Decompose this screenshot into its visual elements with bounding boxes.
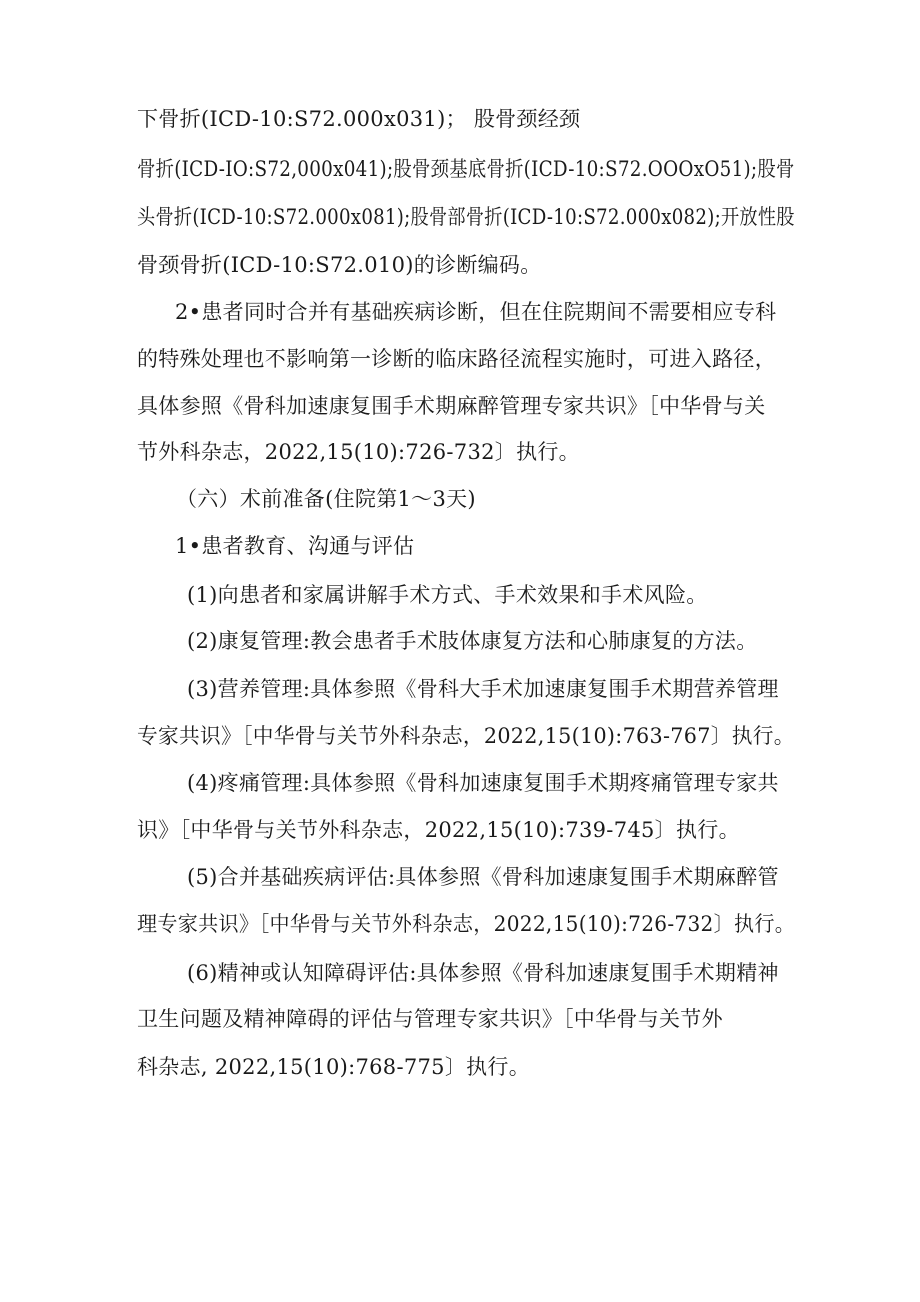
text-line: 识》［中华骨与关节外科杂志，2022,15(10):739-745〕执行。 bbox=[137, 818, 740, 842]
text-line: 理专家共识》［中华骨与关节外科杂志，2022,15(10):726-732〕执行。 bbox=[137, 912, 796, 936]
text-line: (4)疼痛管理:具体参照《骨科加速康复围手术期疼痛管理专家共 bbox=[187, 771, 779, 795]
text-line: 具体参照《骨科加速康复围手术期麻醉管理专家共识》［中华骨与关 bbox=[137, 394, 766, 418]
text-line: 节外科杂志，2022,15(10):726-732〕执行。 bbox=[137, 440, 580, 464]
text-line: 专家共识》［中华骨与关节外科杂志，2022,15(10):763-767〕执行。 bbox=[137, 724, 795, 748]
text-line: (1)向患者和家属讲解手术方式、手术效果和手术风险。 bbox=[187, 583, 708, 607]
section-heading: （六）术前准备(住院第1～3天) bbox=[176, 487, 476, 511]
text-line: (6)精神或认知障碍评估:具体参照《骨科加速康复围手术期精神 bbox=[187, 961, 779, 985]
text-line: 骨折(ICD-IO:S72,000x041);股骨颈基底骨折(ICD-10:S72.OOOxO51);股骨 bbox=[137, 157, 795, 181]
text-line: 的特殊处理也不影响第一诊断的临床路径流程实施时，可进入路径， bbox=[137, 347, 776, 371]
text-line: 2•患者同时合并有基础疾病诊断，但在住院期间不需要相应专科 bbox=[175, 300, 777, 324]
text-line: 下骨折(ICD-10:S72.000x031)； 股骨颈经颈 bbox=[137, 107, 581, 131]
text-line: 卫生问题及精神障碍的评估与管理专家共识》［中华骨与关节外 bbox=[137, 1007, 723, 1031]
text-line: (2)康复管理:教会患者手术肢体康复方法和心肺康复的方法。 bbox=[187, 629, 758, 653]
text-line: 科杂志, 2022,15(10):768-775〕执行。 bbox=[137, 1055, 531, 1079]
text-line: 骨颈骨折(ICD-10:S72.010)的诊断编码。 bbox=[137, 253, 542, 277]
text-line: (3)营养管理:具体参照《骨科大手术加速康复围手术期营养管理 bbox=[187, 677, 779, 701]
subsection-heading: 1•患者教育、沟通与评估 bbox=[175, 534, 415, 558]
text-line: 头骨折(ICD-10:S72.000x081);股骨部骨折(ICD-10:S72.000x082);开放性股 bbox=[137, 205, 795, 229]
text-line: (5)合并基础疾病评估:具体参照《骨科加速康复围手术期麻醉管 bbox=[187, 865, 779, 889]
